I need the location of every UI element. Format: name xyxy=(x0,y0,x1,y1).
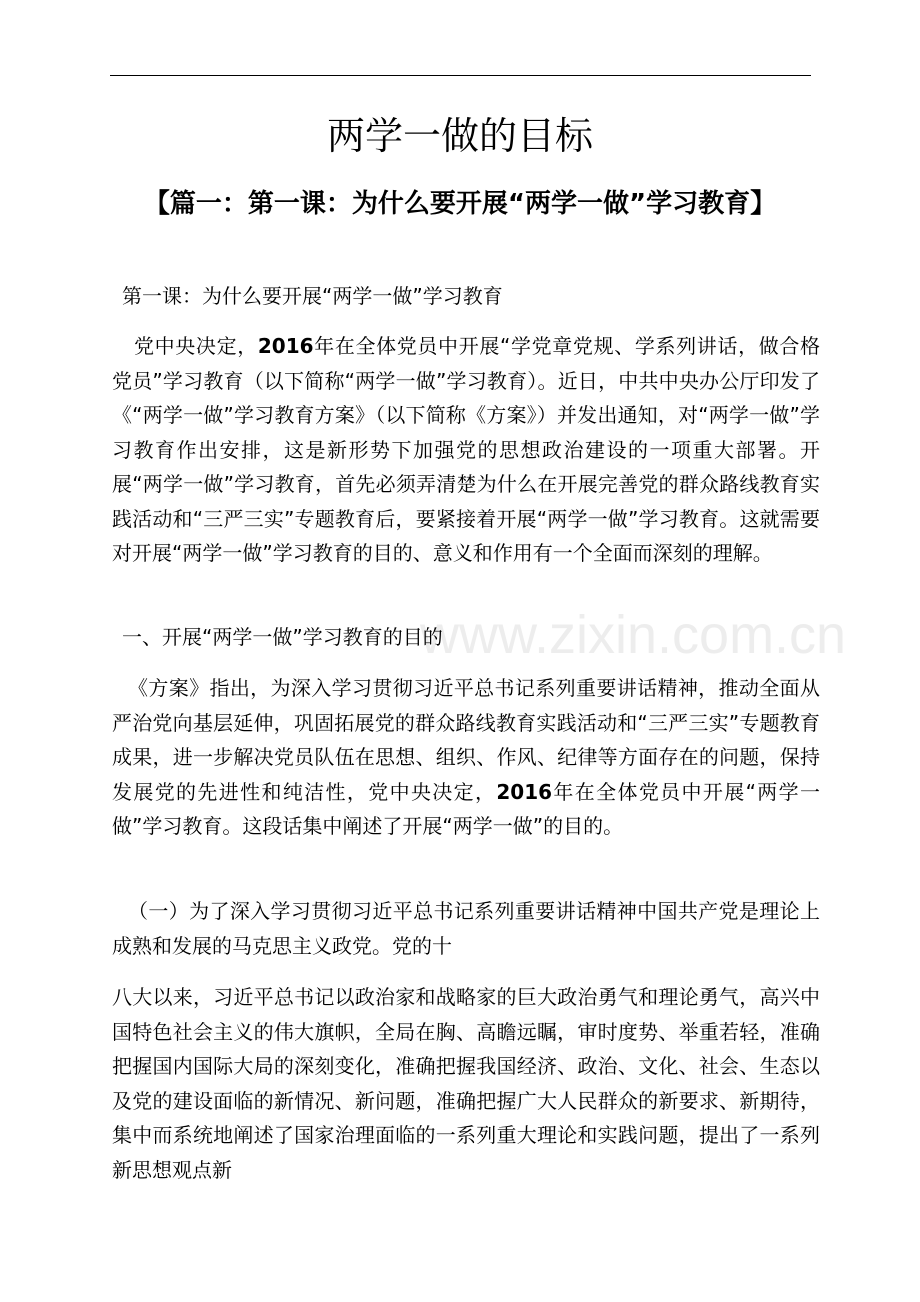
paragraph-1-body: 年在全体党员中开展“学党章党规、学系列讲话，做合格党员”学习教育（以下简称“两学一做”学习教育）。近日，中共中央办公厅印发了《“两学一做”学习教育方案》（以下简称《方案》）并发出通知，对“两学一做”学习教育作出安排，这是新形势下加强党的思想政治建设的一项重大部署。开展“两学一做”学习教育，首先必须弄清楚为什么在开展完善党的群众路线教育实践活动和“三严三实”专题教育后，要紧接着开展“两学一做”学习教育。这就需要对开展“两学一做”学习教育的目的、意义和作用有一个全面而深刻的理解。 xyxy=(112,334,820,565)
paragraph-4: 八大以来，习近平总书记以政治家和战略家的巨大政治勇气和理论勇气，高兴中国特色社会主义的伟大旗帜，全局在胸、高瞻远瞩，审时度势、举重若轻，准确把握国内国际大局的深刻变化，准确把握我国经济、政治、文化、社会、生态以及党的建设面临的新情况、新问题，准确把握广大人民群众的新要求、新期待，集中而系统地阐述了国家治理面临的一系列重大理论和实践问题，提出了一系列新思想观点新 xyxy=(112,985,820,1182)
paragraph-2-year: 2016 xyxy=(496,779,553,804)
section-1-heading: 一、开展“两学一做”学习教育的目的 xyxy=(122,625,443,649)
paragraph-2 xyxy=(112,671,820,844)
document-title: 两学一做的目标 xyxy=(326,114,593,158)
paragraph-1-year: 2016 xyxy=(257,334,314,358)
document-subtitle: 【篇一：第一课：为什么要开展“两学一做”学习教育】 xyxy=(143,189,777,219)
paragraph-1 xyxy=(112,329,820,571)
paragraph-3: （一）为了深入学习贯彻习近平总书记系列重要讲话精神中国共产党是理论上成熟和发展的马克思主义政党。党的十 xyxy=(112,899,820,958)
paragraph-2-rest: 年在全体党员中开展“两学一做”学习教育。这段话集中阐述了开展“两学一做”的目的。 xyxy=(112,779,821,838)
paragraph-2-body: 《方案》指出，为深入学习贯彻习近平总书记系列重要讲话精神，推动全面从严治党向基层延伸，巩固拓展党的群众路线教育实践活动和“三严三实”专题教育成果，进一步解决党员队伍在思想、组织、作风、纪律等方面存在的问题，保持发展党的先进性和纯洁性，党中央决定， xyxy=(112,676,820,804)
watermark: www.zixin.com.cn xyxy=(420,605,847,665)
header-rule xyxy=(110,75,811,76)
paragraph-1-intro: 党中央决定， xyxy=(134,334,258,358)
lesson-heading: 第一课：为什么要开展“两学一做”学习教育 xyxy=(122,284,503,308)
